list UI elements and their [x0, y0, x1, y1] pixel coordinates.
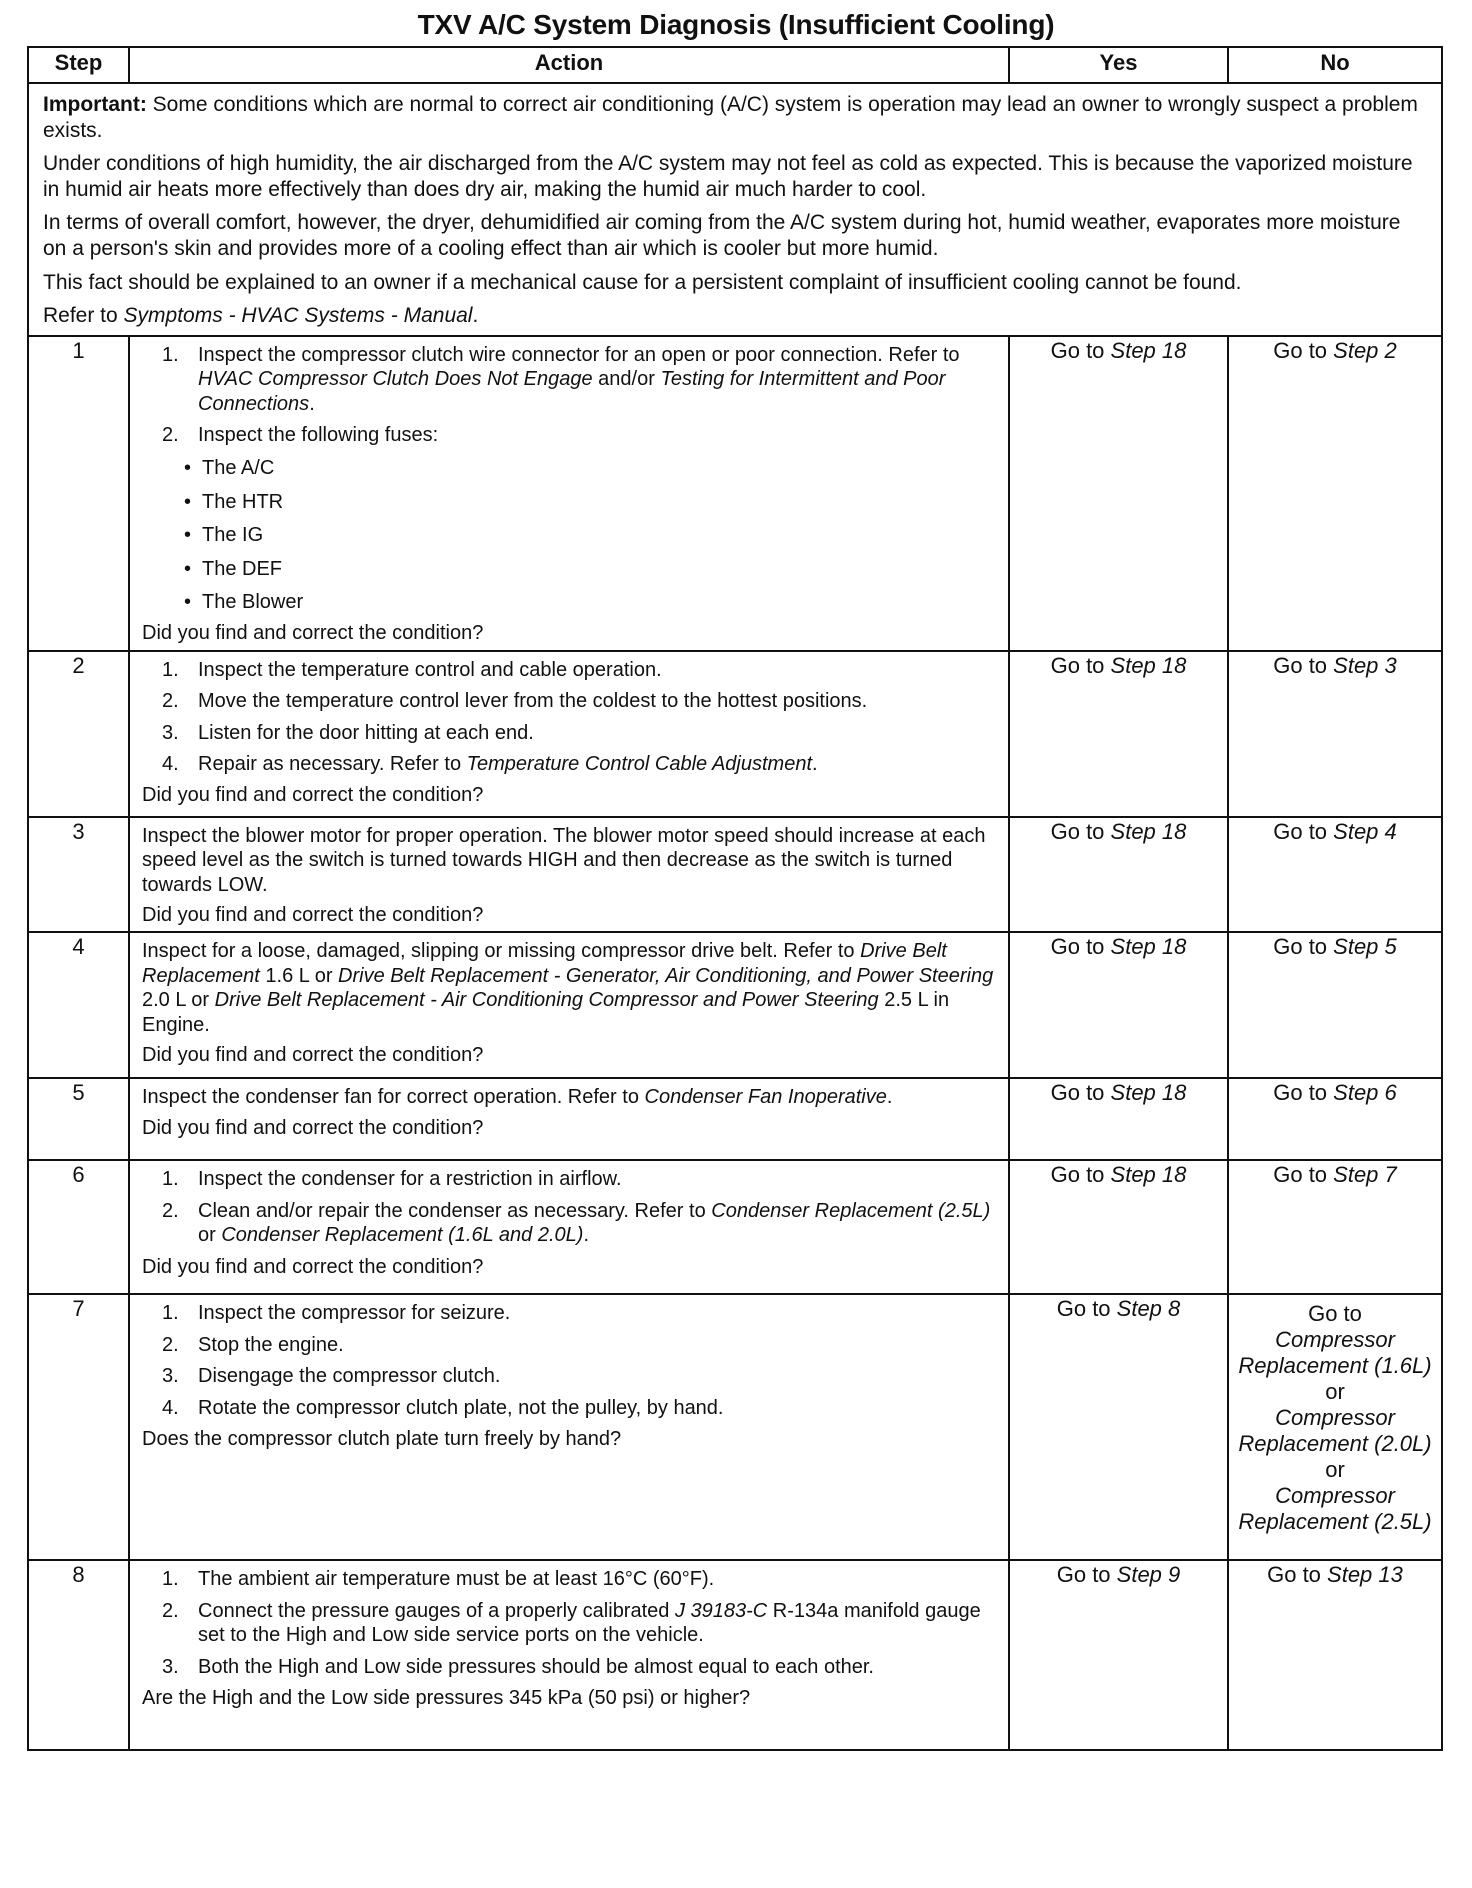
intro-row: [28, 83, 1442, 336]
link-step-18[interactable]: Step 18: [1110, 934, 1187, 960]
intro-paragraph-1: [43, 92, 1427, 143]
no-cell: [1228, 336, 1442, 651]
step-row-1: [28, 336, 1442, 651]
yes-cell: [1009, 1560, 1228, 1750]
step-question: Did you find and correct the condition?: [142, 1255, 484, 1278]
instruction-item: [142, 1396, 996, 1420]
link-step-18[interactable]: Step 18: [1110, 1080, 1187, 1106]
instruction-item: [142, 658, 996, 682]
step-row-4: [28, 932, 1442, 1078]
item-text: Inspect the condenser fan for correct operation. Refer to: [142, 1086, 645, 1109]
no-cell: [1228, 817, 1442, 933]
instruction-list: [142, 343, 996, 615]
item-number: 3.: [162, 721, 179, 744]
no-cell: [1228, 1160, 1442, 1294]
header-action: Action: [129, 47, 1009, 83]
instruction-item: [142, 689, 996, 713]
important-label: Important:: [43, 93, 147, 116]
item-text: Listen for the door hitting at each end.: [198, 721, 534, 744]
item-number: 1.: [162, 1302, 179, 1325]
step-row-8: [28, 1560, 1442, 1750]
go-to-label: Go to: [1273, 818, 1334, 844]
go-to-label: Go to: [1273, 1080, 1334, 1106]
link-compressor-replacement-25[interactable]: Compressor Replacement (2.5L): [1238, 1483, 1432, 1534]
go-to-label: Go to: [1273, 652, 1334, 678]
step-number: 5: [28, 1078, 129, 1160]
link-temperature-cable[interactable]: Temperature Control Cable Adjustment: [466, 752, 813, 775]
step-action: [129, 932, 1009, 1078]
table-header-row: [28, 47, 1442, 83]
item-number: 1.: [162, 1568, 179, 1591]
instruction-item: [142, 721, 996, 745]
item-text: Inspect the compressor clutch wire connector for an open or poor connection. Refer to: [198, 343, 960, 366]
link-step-5[interactable]: Step 5: [1333, 934, 1397, 960]
step-question: Did you find and correct the condition?: [142, 1043, 484, 1066]
go-to-label: Go to: [1050, 652, 1111, 678]
yes-cell: [1009, 932, 1228, 1078]
link-drive-belt-2[interactable]: Drive Belt Replacement - Generator, Air Conditioning, and Power Steering: [338, 964, 994, 987]
link-step-13[interactable]: Step 13: [1327, 1562, 1403, 1588]
step-number: 7: [28, 1294, 129, 1560]
item-number: 1.: [162, 1168, 179, 1191]
link-testing-connections[interactable]: Testing for Intermittent and Poor Connections: [198, 368, 946, 415]
step-number: 4: [28, 932, 129, 1078]
instruction-item: [142, 1599, 996, 1648]
no-cell: [1228, 1078, 1442, 1160]
instruction-item: [142, 1567, 996, 1591]
step-question: Are the High and the Low side pressures 345 kPa (50 psi) or higher?: [142, 1686, 751, 1709]
step-number: 3: [28, 817, 129, 933]
link-compressor-replacement-16[interactable]: Compressor Replacement (1.6L): [1238, 1327, 1432, 1379]
fuse-item: • The A/C: [142, 456, 996, 480]
instruction-list: [142, 1567, 996, 1679]
go-to-label: Go to: [1050, 1162, 1111, 1188]
item-number: 2.: [162, 1199, 179, 1222]
step-action: [129, 1078, 1009, 1160]
or-text: or: [1325, 1379, 1345, 1405]
fuse-item: • The Blower: [142, 590, 996, 614]
instruction-item: [142, 1301, 996, 1325]
link-condenser-replacement-25[interactable]: Condenser Replacement (2.5L): [711, 1199, 991, 1222]
instruction-item: [142, 1199, 996, 1248]
item-text: or: [198, 1224, 222, 1247]
item-number: 3.: [162, 1655, 179, 1678]
no-cell: [1228, 1560, 1442, 1750]
step-question: Did you find and correct the condition?: [142, 622, 484, 645]
go-to-label: Go to: [1056, 1562, 1117, 1588]
item-text: .: [583, 1224, 589, 1247]
intro-refer-suffix: .: [472, 304, 479, 328]
go-to-label: Go to: [1050, 337, 1111, 363]
fuse-list: [142, 456, 996, 614]
item-text: The ambient air temperature must be at least 16°C (60°F).: [198, 1568, 715, 1591]
step-action: [129, 1560, 1009, 1750]
link-step-18[interactable]: Step 18: [1110, 652, 1187, 678]
item-text: and/or: [592, 368, 661, 391]
step-text: Inspect the blower motor for proper operation. The blower motor speed should increase at each speed level as the switch is turned towards HIGH and then decrease as the switch is turned towards LOW.: [142, 824, 986, 896]
link-step-18[interactable]: Step 18: [1110, 337, 1187, 363]
link-symptoms-hvac[interactable]: Symptoms - HVAC Systems - Manual: [123, 304, 473, 328]
step-row-7: [28, 1294, 1442, 1560]
step-action: [129, 1160, 1009, 1294]
step-action: [129, 651, 1009, 817]
item-number: 3.: [162, 1365, 179, 1388]
go-to-label: Go to: [1056, 1296, 1117, 1322]
go-to-label: Go to: [1050, 934, 1111, 960]
link-compressor-clutch[interactable]: HVAC Compressor Clutch Does Not Engage: [198, 368, 593, 391]
link-step-9[interactable]: Step 9: [1116, 1562, 1181, 1588]
step-number: 1: [28, 336, 129, 651]
item-text: Disengage the compressor clutch.: [198, 1365, 501, 1388]
item-text: Connect the pressure gauges of a properly calibrated: [198, 1599, 675, 1622]
link-step-4[interactable]: Step 4: [1333, 818, 1397, 844]
header-no: No: [1228, 47, 1442, 83]
item-text: .: [812, 752, 818, 775]
fuse-item: • The IG: [142, 523, 996, 547]
item-number: 4.: [162, 1396, 179, 1419]
item-text: Both the High and Low side pressures should be almost equal to each other.: [198, 1655, 874, 1678]
instruction-list: [142, 658, 996, 777]
link-step-3[interactable]: Step 3: [1333, 652, 1397, 678]
intro-paragraph-4: This fact should be explained to an owner if a mechanical cause for a persistent complaint of insufficient cooling cannot be found.: [43, 270, 1242, 294]
link-step-7[interactable]: Step 7: [1333, 1162, 1397, 1188]
item-text: .: [886, 1086, 893, 1109]
no-cell: [1228, 1294, 1442, 1560]
step-question: Did you find and correct the condition?: [142, 784, 484, 807]
item-text: Move the temperature control lever from the coldest to the hottest positions.: [198, 690, 868, 713]
item-number: 2.: [162, 1599, 179, 1622]
item-text: 2.5 L in Engine.: [142, 989, 950, 1036]
go-to-label: Go to: [1050, 818, 1111, 844]
step-number: 2: [28, 651, 129, 817]
fuse-item: • The DEF: [142, 557, 996, 581]
step-action: [129, 1294, 1009, 1560]
instruction-item: [142, 1655, 996, 1679]
link-condenser-replacement-16-20[interactable]: Condenser Replacement (1.6L and 2.0L): [221, 1224, 584, 1247]
instruction-item: [142, 423, 996, 614]
step-row-3: [28, 817, 1442, 933]
step-row-5: [28, 1078, 1442, 1160]
or-text: or: [1325, 1457, 1345, 1483]
instruction-item: [142, 1167, 996, 1191]
item-text: Stop the engine.: [198, 1333, 344, 1356]
item-text: Inspect the following fuses:: [198, 424, 439, 447]
item-text: 2.0 L or: [142, 989, 215, 1012]
yes-cell: [1009, 1160, 1228, 1294]
instruction-item: [142, 1364, 996, 1388]
step-question: Did you find and correct the condition?: [142, 903, 484, 926]
header-yes: Yes: [1009, 47, 1228, 83]
item-text: Clean and/or repair the condenser as necessary. Refer to: [198, 1199, 712, 1222]
tool-number: J 39183-C: [674, 1599, 768, 1622]
page-title: TXV A/C System Diagnosis (Insufficient Cooling): [417, 9, 1055, 40]
intro-paragraph-2: Under conditions of high humidity, the air discharged from the A/C system may not feel as cold as expected. This is because the vaporized moisture in humid air heats more effectively than does dry air, making the humid air much harder to cool.: [43, 152, 1413, 201]
intro-paragraph-5: [43, 303, 1427, 329]
link-drive-belt-3[interactable]: Drive Belt Replacement - Air Conditioning Compressor and Power Steering: [214, 989, 879, 1012]
yes-cell: [1009, 817, 1228, 933]
item-number: 2.: [162, 1333, 179, 1356]
yes-cell: [1009, 1078, 1228, 1160]
item-text: .: [309, 392, 315, 415]
link-step-18[interactable]: Step 18: [1110, 1162, 1187, 1188]
instruction-item: [142, 343, 996, 416]
item-text: Repair as necessary. Refer to: [198, 752, 467, 775]
yes-cell: [1009, 1294, 1228, 1560]
go-to-label: Go to: [1267, 1562, 1328, 1588]
diagnosis-table: [27, 46, 1443, 1751]
item-number: 1.: [162, 343, 179, 366]
link-step-6[interactable]: Step 6: [1333, 1080, 1397, 1106]
step-action: [129, 817, 1009, 933]
link-compressor-replacement-20[interactable]: Compressor Replacement (2.0L): [1238, 1405, 1432, 1457]
go-to-label: Go to: [1273, 337, 1334, 363]
item-text: Rotate the compressor clutch plate, not the pulley, by hand.: [198, 1396, 724, 1419]
step-text: [142, 939, 996, 1037]
instruction-item: [142, 752, 996, 776]
instruction-item: [142, 1333, 996, 1357]
step-number: 8: [28, 1560, 129, 1750]
item-number: 4.: [162, 752, 179, 775]
no-cell: [1228, 932, 1442, 1078]
no-cell: [1228, 651, 1442, 817]
item-text: R-134a manifold gauge set to the High and Low side service ports on the vehicle.: [198, 1599, 981, 1647]
item-text: Inspect the temperature control and cable operation.: [198, 658, 662, 681]
go-to-label: Go to: [1273, 934, 1334, 960]
link-step-2[interactable]: Step 2: [1333, 337, 1397, 363]
item-number: 1.: [162, 658, 179, 681]
step-question: Did you find and correct the condition?: [142, 1116, 484, 1139]
go-to-label: Go to: [1308, 1301, 1362, 1327]
go-to-label: Go to: [1273, 1162, 1334, 1188]
step-action: [129, 336, 1009, 651]
step-text: [142, 1085, 996, 1109]
intro-paragraph-3: In terms of overall comfort, however, the dryer, dehumidified air coming from the A/C system during hot, humid weather, evaporates more moisture on a person's skin and provides more of a cooling effect than air which is cooler but more humid.: [43, 211, 1401, 261]
yes-cell: [1009, 336, 1228, 651]
header-step: Step: [28, 47, 129, 83]
link-step-18[interactable]: Step 18: [1110, 818, 1187, 844]
step-number: 6: [28, 1160, 129, 1294]
fuse-item: • The HTR: [142, 490, 996, 514]
instruction-list: [142, 1167, 996, 1247]
link-step-8[interactable]: Step 8: [1116, 1296, 1181, 1322]
item-number: 2.: [162, 690, 179, 713]
go-to-label: Go to: [1050, 1080, 1111, 1106]
step-row-2: [28, 651, 1442, 817]
item-text: Inspect the condenser for a restriction in airflow.: [198, 1168, 622, 1191]
intro-refer-prefix: Refer to: [43, 304, 124, 328]
yes-cell: [1009, 651, 1228, 817]
intro-text-1: Some conditions which are normal to correct air conditioning (A/C) system is operation may lead an owner to wrongly suspect a problem exists.: [43, 93, 1418, 142]
important-note: [28, 83, 1442, 336]
step-question: Does the compressor clutch plate turn freely by hand?: [142, 1427, 622, 1450]
link-drive-belt-1[interactable]: Drive Belt Replacement: [142, 940, 947, 987]
item-text: Inspect the compressor for seizure.: [198, 1302, 511, 1325]
item-text: 1.6 L or: [259, 964, 339, 987]
link-condenser-fan[interactable]: Condenser Fan Inoperative: [644, 1086, 887, 1109]
instruction-list: [142, 1301, 996, 1420]
item-number: 2.: [162, 424, 179, 447]
step-row-6: [28, 1160, 1442, 1294]
item-text: Inspect for a loose, damaged, slipping or missing compressor drive belt. Refer to: [142, 940, 861, 963]
